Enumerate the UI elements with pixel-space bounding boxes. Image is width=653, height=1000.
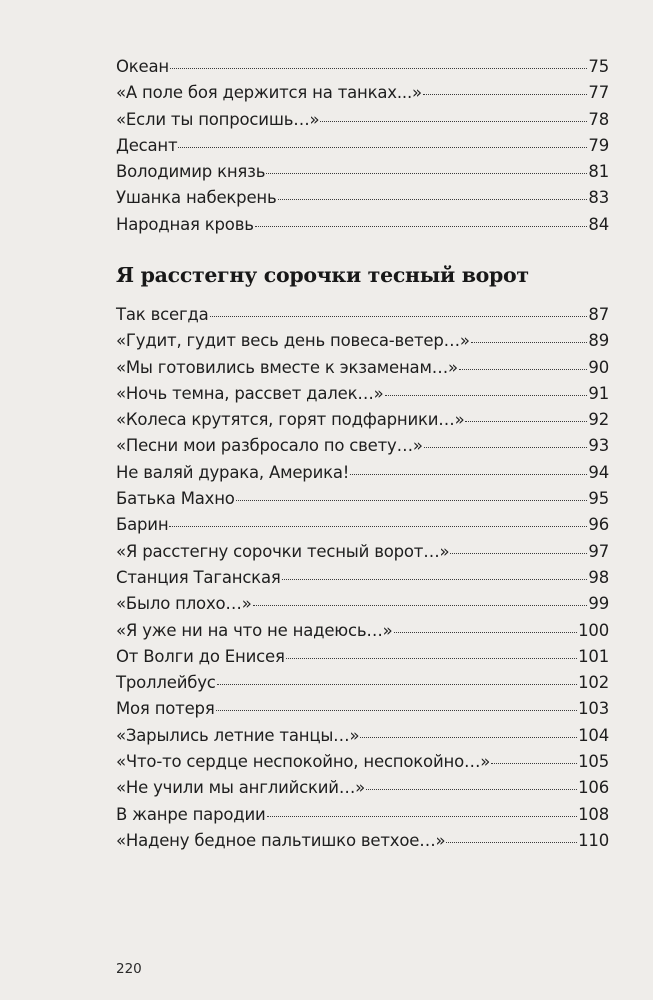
toc-entry-title: Моя потеря xyxy=(116,699,215,719)
toc-entry-title: «Не учили мы английский…» xyxy=(116,778,366,798)
dot-leader xyxy=(459,369,587,370)
toc-list-part2 xyxy=(116,305,609,857)
dot-leader xyxy=(424,447,588,448)
toc-entry-page: 78 xyxy=(588,109,609,129)
toc-entry-page: 105 xyxy=(578,752,609,772)
toc-entry-title: Не валяй дурака, Америка! xyxy=(116,462,350,482)
toc-entry-page: 75 xyxy=(588,57,609,76)
toc-entry-page: 77 xyxy=(588,83,609,103)
toc-entry-title: Батька Махно xyxy=(116,489,235,509)
toc-entry-page: 99 xyxy=(588,594,609,614)
dot-leader xyxy=(217,684,577,685)
toc-entry-title: Так всегда xyxy=(116,305,209,324)
dot-leader xyxy=(465,421,587,422)
dot-leader xyxy=(169,526,587,527)
toc-entry-page: 96 xyxy=(588,515,609,535)
toc-entry xyxy=(116,162,609,188)
toc-entry-page: 93 xyxy=(588,436,609,456)
toc-entry-page: 94 xyxy=(588,462,609,482)
dot-leader xyxy=(236,500,588,501)
dot-leader xyxy=(267,816,578,817)
toc-entry-title: Десант xyxy=(116,135,178,155)
dot-leader xyxy=(286,658,577,659)
toc-entry-page: 110 xyxy=(578,830,609,850)
toc-entry-title: «Что-то сердце неспокойно, неспокойно…» xyxy=(116,752,491,772)
toc-entry-title: «Было плохо…» xyxy=(116,594,252,614)
toc-entry xyxy=(116,358,609,384)
toc-entry xyxy=(116,215,609,241)
dot-leader xyxy=(278,199,588,200)
toc-entry-title: В жанре пародии xyxy=(116,804,266,824)
toc-entry-title: «Мы готовились вместе к экзаменам…» xyxy=(116,357,458,377)
toc-entry-page: 79 xyxy=(588,135,609,155)
dot-leader xyxy=(320,121,587,122)
page-number: 220 xyxy=(116,961,142,977)
toc-entry xyxy=(116,752,609,778)
toc-entry xyxy=(116,647,609,673)
toc-entry-title: Народная кровь xyxy=(116,214,254,234)
dot-leader xyxy=(216,710,578,711)
toc-entry-title: «Зарылись летние танцы…» xyxy=(116,725,360,745)
toc-entry xyxy=(116,384,609,410)
dot-leader xyxy=(394,632,578,633)
toc-entry-title: «Колеса крутятся, горят подфарники…» xyxy=(116,410,465,430)
dot-leader xyxy=(366,789,577,790)
dot-leader xyxy=(450,553,587,554)
toc-entry xyxy=(116,463,609,489)
toc-entry xyxy=(116,110,609,136)
dot-leader xyxy=(350,474,587,475)
toc-entry-page: 83 xyxy=(588,188,609,208)
toc-entry-title: «Если ты попросишь…» xyxy=(116,109,320,129)
toc-entry-title: Володимир князь xyxy=(116,162,266,182)
toc-entry xyxy=(116,515,609,541)
toc-entry-page: 89 xyxy=(588,331,609,351)
dot-leader xyxy=(423,94,587,95)
dot-leader xyxy=(178,147,587,148)
toc-entry-title: «Надену бедное пальтишко ветхое…» xyxy=(116,830,446,850)
toc-entry-page: 90 xyxy=(588,357,609,377)
dot-leader xyxy=(282,579,588,580)
dot-leader xyxy=(471,342,588,343)
toc-entry xyxy=(116,83,609,109)
toc-entry-title: Троллейбус xyxy=(116,673,216,693)
toc-entry-page: 97 xyxy=(588,541,609,561)
dot-leader xyxy=(446,842,577,843)
toc-entry xyxy=(116,778,609,804)
dot-leader xyxy=(255,226,588,227)
toc-entry-page: 87 xyxy=(588,305,609,324)
section-heading: Я расстегну сорочки тесный ворот xyxy=(116,263,529,287)
toc-entry-page: 103 xyxy=(578,699,609,719)
toc-entry-title: Ушанка набекрень xyxy=(116,188,277,208)
toc-entry xyxy=(116,594,609,620)
toc-entry-page: 81 xyxy=(588,162,609,182)
toc-entry xyxy=(116,188,609,214)
toc-entry-page: 100 xyxy=(578,620,609,640)
toc-entry-title: «Я уже ни на что не надеюсь…» xyxy=(116,620,393,640)
dot-leader xyxy=(253,605,588,606)
toc-entry-page: 102 xyxy=(578,673,609,693)
toc-entry-page: 91 xyxy=(588,383,609,403)
toc-entry-page: 98 xyxy=(588,567,609,587)
dot-leader xyxy=(266,173,587,174)
toc-entry-page: 106 xyxy=(578,778,609,798)
toc-entry xyxy=(116,673,609,699)
toc-entry-title: «А поле боя держится на танках...» xyxy=(116,83,422,103)
toc-entry xyxy=(116,621,609,647)
toc-entry xyxy=(116,331,609,357)
toc-entry-title: «Я расстегну сорочки тесный ворот…» xyxy=(116,541,450,561)
toc-entry xyxy=(116,489,609,515)
toc-entry-title: От Волги до Енисея xyxy=(116,646,285,666)
dot-leader xyxy=(170,68,587,69)
toc-list-part1 xyxy=(116,57,609,241)
toc-entry-title: «Гудит, гудит весь день повеса-ветер…» xyxy=(116,331,470,351)
dot-leader xyxy=(210,316,588,317)
toc-entry-title: Барин xyxy=(116,515,169,535)
toc-entry-title: Станция Таганская xyxy=(116,567,281,587)
toc-entry xyxy=(116,57,609,83)
dot-leader xyxy=(360,737,577,738)
toc-entry-page: 108 xyxy=(578,804,609,824)
toc-entry xyxy=(116,436,609,462)
toc-entry xyxy=(116,805,609,831)
toc-entry xyxy=(116,726,609,752)
toc-entry xyxy=(116,568,609,594)
toc-entry-page: 104 xyxy=(578,725,609,745)
toc-entry-page: 95 xyxy=(588,489,609,509)
toc-entry-title: «Песни мои разбросало по свету…» xyxy=(116,436,423,456)
toc-entry xyxy=(116,831,609,857)
toc-entry-title: Океан xyxy=(116,57,170,76)
toc-entry-page: 92 xyxy=(588,410,609,430)
toc-entry-page: 101 xyxy=(578,646,609,666)
toc-entry xyxy=(116,136,609,162)
toc-entry xyxy=(116,542,609,568)
dot-leader xyxy=(491,763,577,764)
toc-entry-title: «Ночь темна, рассвет далек…» xyxy=(116,383,384,403)
toc-entry xyxy=(116,410,609,436)
toc-entry xyxy=(116,699,609,725)
dot-leader xyxy=(385,395,588,396)
toc-entry xyxy=(116,305,609,331)
toc-entry-page: 84 xyxy=(588,214,609,234)
